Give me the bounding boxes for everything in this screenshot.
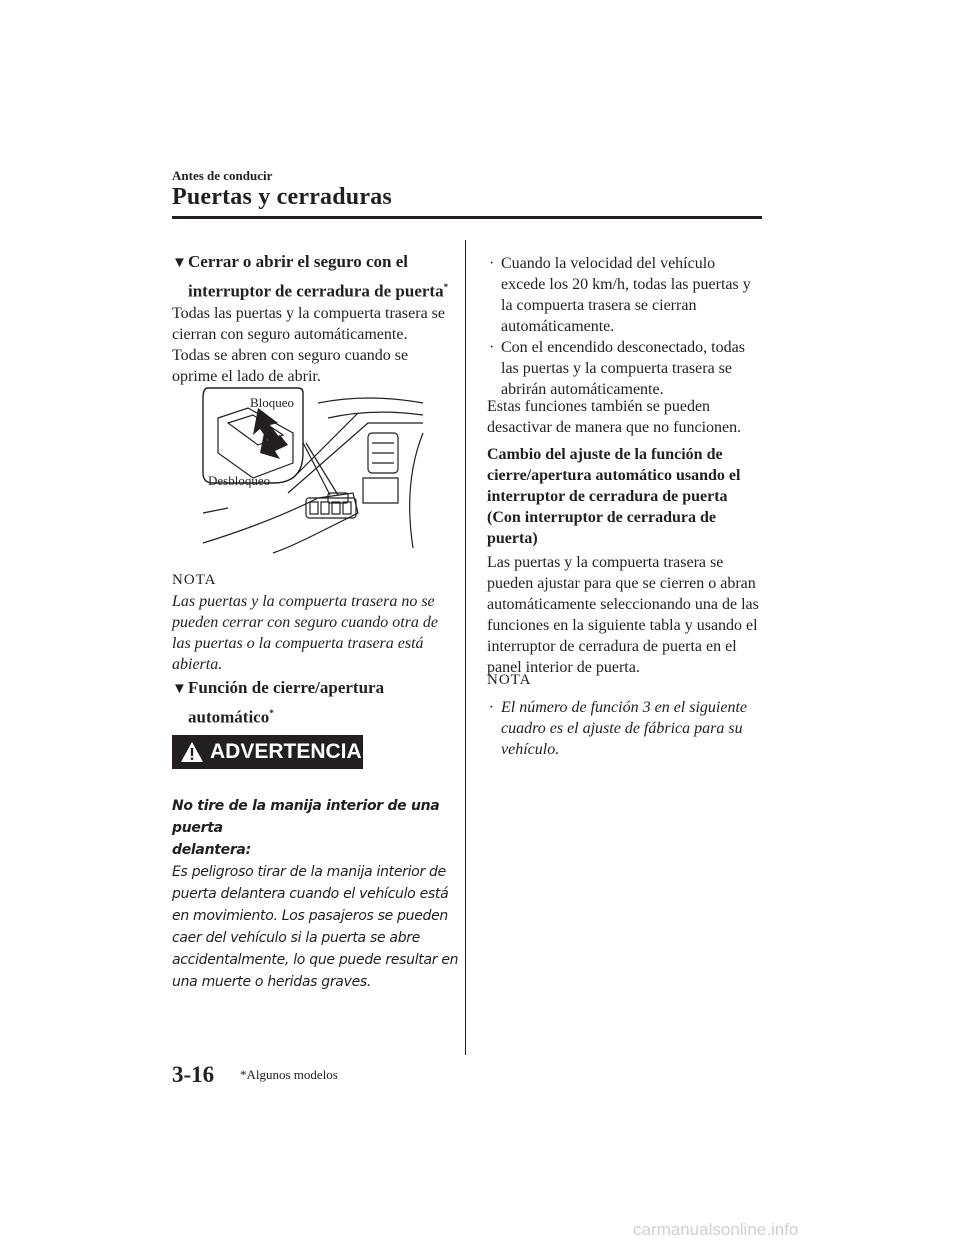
bullet-list xyxy=(487,253,762,400)
page-number: 3-16 xyxy=(172,1062,215,1087)
text-line: cuadro es el ajuste de fábrica para su xyxy=(501,720,743,737)
door-switch-figure xyxy=(198,383,428,563)
list-item xyxy=(487,253,762,337)
warning-label: ADVERTENCIA xyxy=(210,740,362,763)
header-rule xyxy=(172,216,762,219)
text-line: Todas se abren con seguro cuando se xyxy=(172,347,409,364)
text-line: interruptor de cerradura de puerta en el xyxy=(487,638,737,655)
paragraph-disable xyxy=(487,396,762,438)
text-line: la compuerta trasera se cierran xyxy=(501,297,697,314)
text-line: abierta. xyxy=(172,656,223,673)
paragraph-auto-lock xyxy=(172,303,462,387)
text-line: cierre/apertura automático usando el xyxy=(487,467,741,484)
chapter-title: Puertas y cerraduras xyxy=(172,184,392,210)
warning-line: puerta delantera cuando el vehículo está xyxy=(172,886,449,902)
text-line: Cambio del ajuste de la función de xyxy=(487,446,723,463)
list-item xyxy=(487,697,762,760)
list-item xyxy=(487,337,762,400)
text-line: las puertas y la compuerta trasera se xyxy=(501,360,733,377)
bullet-dot-icon: · xyxy=(489,255,495,272)
text-line: oprime el lado de abrir. xyxy=(172,368,321,385)
text-line: funciones en la siguiente tabla y usando el xyxy=(487,617,758,634)
section-label: Antes de conducir xyxy=(172,168,273,183)
text-line: automáticamente seleccionando una de las xyxy=(487,596,759,613)
note-label: NOTA xyxy=(172,572,217,588)
warning-line: una muerte o heridas graves. xyxy=(172,974,372,990)
text-line: cierran con seguro automáticamente. xyxy=(172,326,408,343)
watermark: carmanualsonline.info xyxy=(633,1220,799,1239)
text-line: pueden ajustar para que se cierren o abran xyxy=(487,575,756,592)
text-line: Las puertas y la compuerta trasera se xyxy=(487,554,724,571)
column-divider xyxy=(465,240,466,1055)
text-line: vehículo. xyxy=(501,741,560,758)
warning-heading-line: No tire de la manija interior de una puerta xyxy=(172,798,440,836)
warning-icon xyxy=(180,741,204,763)
text-line: abrirán automáticamente. xyxy=(501,381,664,398)
heading-auto-function xyxy=(172,676,462,730)
text-line: Estas funciones también se pueden xyxy=(487,398,711,415)
footnote: *Algunos modelos xyxy=(240,1067,338,1082)
heading-lock-switch xyxy=(172,250,462,304)
heading-line: automático xyxy=(188,707,270,727)
note-label: NOTA xyxy=(487,672,532,688)
warning-line: Es peligroso tirar de la manija interior de xyxy=(172,864,446,880)
triangle-marker-icon: ▼ xyxy=(172,681,187,697)
warning-heading-line: delantera: xyxy=(172,842,251,858)
asterisk-mark: * xyxy=(443,282,449,292)
text-line: pueden cerrar con seguro cuando otra de xyxy=(172,614,439,631)
warning-line: en movimiento. Los pasajeros se pueden xyxy=(172,908,449,924)
text-line: Todas las puertas y la compuerta trasera se xyxy=(172,305,445,322)
text-line: automáticamente. xyxy=(501,318,615,335)
text-line: Con el encendido desconectado, todas xyxy=(501,339,745,356)
warning-line: accidentalmente, lo que puede resultar en xyxy=(172,952,459,968)
label-lock: Bloqueo xyxy=(250,395,295,410)
note-text xyxy=(172,591,462,675)
subsection-heading xyxy=(487,444,762,549)
text-line: panel interior de puerta. xyxy=(487,659,640,676)
bullet-dot-icon: · xyxy=(489,339,495,356)
label-unlock: Desbloqueo xyxy=(208,473,271,488)
text-line: Cuando la velocidad del vehículo xyxy=(501,255,716,272)
text-line: (Con interruptor de cerradura de xyxy=(487,509,716,526)
text-line: las puertas o la compuerta trasera está xyxy=(172,635,424,652)
text-line: desactivar de manera que no funcionen. xyxy=(487,419,742,436)
text-line: puerta) xyxy=(487,530,538,547)
heading-line: Función de cierre/apertura xyxy=(188,678,385,697)
text-line: interruptor de cerradura de puerta xyxy=(487,488,728,505)
heading-line: interruptor de cerradura de puerta xyxy=(188,281,444,301)
warning-banner xyxy=(172,735,363,769)
bullet-dot-icon: · xyxy=(489,699,493,716)
text-line: Las puertas y la compuerta trasera no se xyxy=(172,593,435,610)
warning-body xyxy=(172,795,464,993)
asterisk-mark: * xyxy=(269,708,274,718)
triangle-marker-icon: ▼ xyxy=(172,255,187,271)
text-line: excede los 20 km/h, todas las puertas y xyxy=(501,276,751,293)
heading-line: Cerrar o abrir el seguro con el xyxy=(188,252,409,271)
text-line: El número de función 3 en el siguiente xyxy=(501,699,748,716)
note-bullet-list xyxy=(487,697,762,760)
paragraph-adjust xyxy=(487,552,762,678)
warning-line: caer del vehículo si la puerta se abre xyxy=(172,930,421,946)
